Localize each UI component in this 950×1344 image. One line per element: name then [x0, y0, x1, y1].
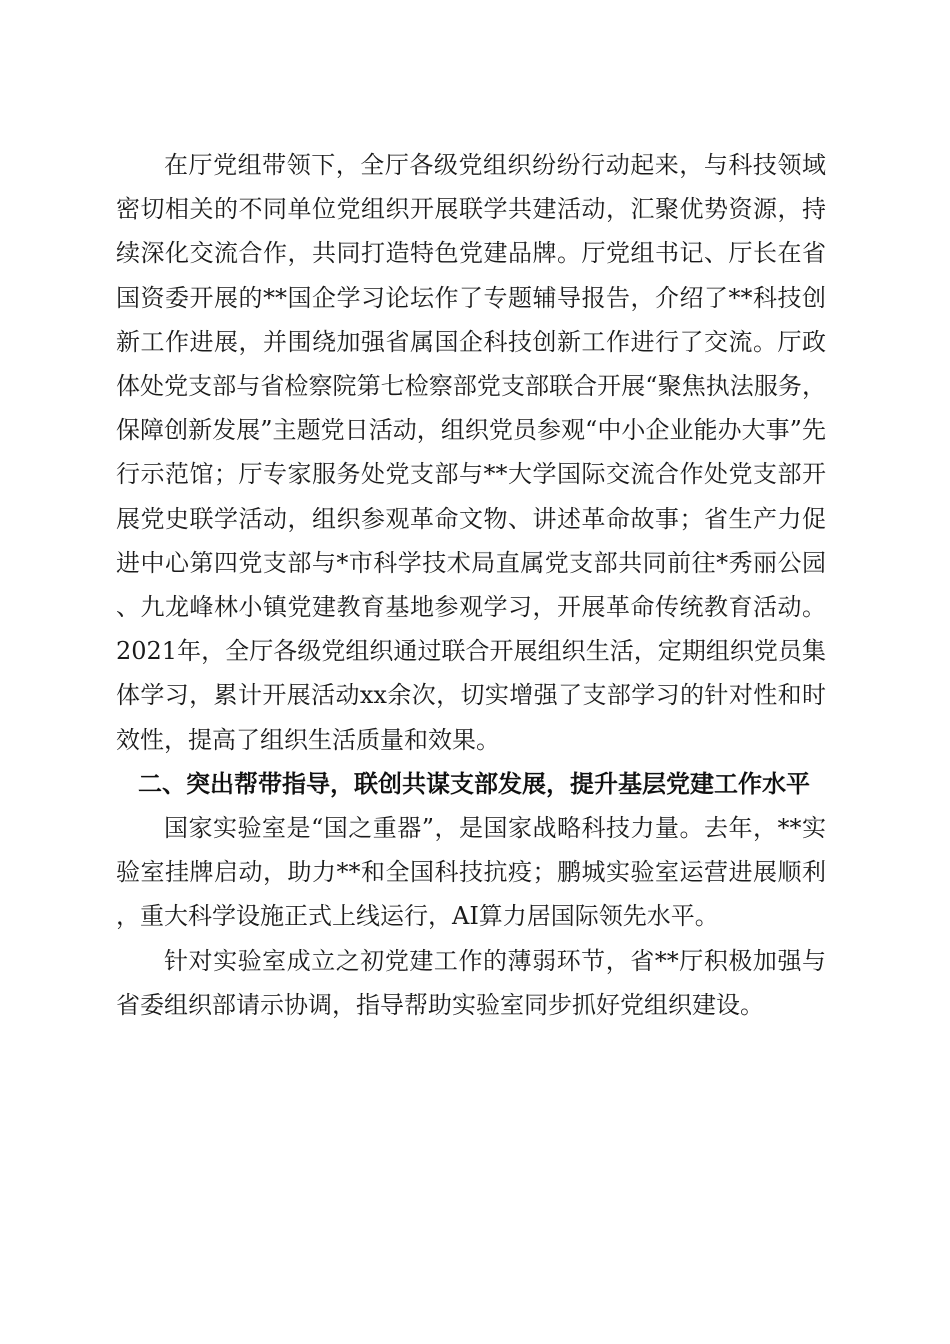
paragraph-national-laboratory: 国家实验室是“国之重器”，是国家战略科技力量。去年，**实验室挂牌启动，助力**和全国科技抗疫；鹏城实验室运营进展顺利，重大科学设施正式上线运行，AI算力居国际领先水平。 [116, 814, 826, 931]
paragraph-laboratory-party-organization: 针对实验室成立之初党建工作的薄弱环节，省**厅积极加强与省委组织部请示协调，指导帮助实验室同步抓好党组织建设。 [116, 946, 826, 1019]
paragraph-joint-party-building: 在厅党组带领下，全厅各级党组织纷纷行动起来，与科技领域密切相关的不同单位党组织开展联学共建活动，汇聚优势资源，持续深化交流合作，共同打造特色党建品牌。厅党组书记、厅长在省国资委开展的**国企学习论坛作了专题辅导报告，介绍了**科技创新工作进展，并围绕加强省属国企科技创新工作进行了交流。厅政体处党支部与省检察院第七检察部党支部联合开展“聚焦执法服务，保障创新发展”主题党日活动，组织党员参观“中小企业能办大事”先行示范馆；厅专家服务处党支部与**大学国际交流合作处党支部开展党史联学活动，组织参观革命文物、讲述革命故事；省生产力促进中心第四党支部与*市科学技术局直属党支部共同前往*秀丽公园、九龙峰林小镇党建教育基地参观学习，开展革命传统教育活动。2021年，全厅各级党组织通过联合开展组织生活，定期组织党员集体学习，累计开展活动xx余次，切实增强了支部学习的针对性和时效性，提高了组织生活质量和效果。 [116, 151, 826, 754]
document-body [116, 143, 826, 1027]
section-heading-2: 二、突出帮带指导，联创共谋支部发展，提升基层党建工作水平 [138, 769, 810, 798]
